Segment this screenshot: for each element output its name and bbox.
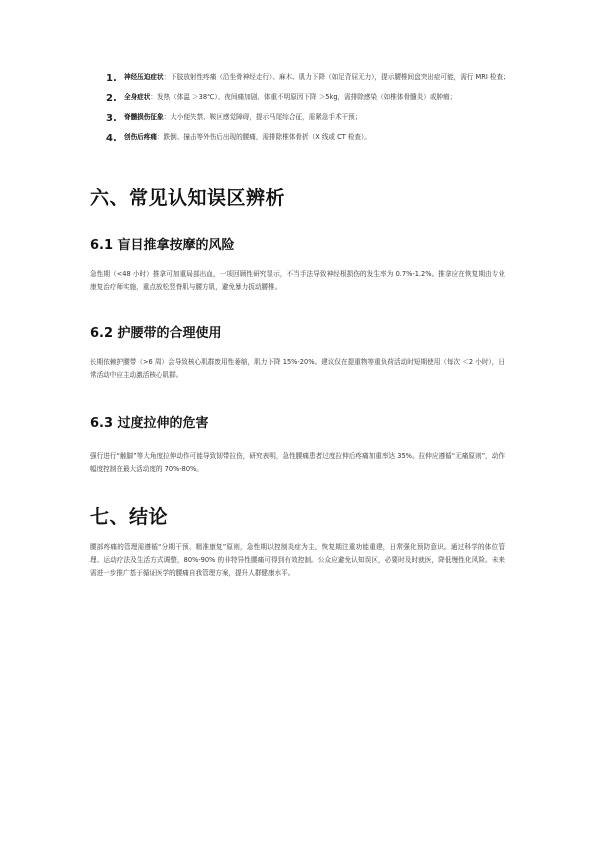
- subsection-6-3-heading: 6.3 过度拉伸的危害: [90, 416, 209, 431]
- list-item: [106, 132, 516, 146]
- subsection-6-2-paragraph: 长期依赖护腰带（>6 周）会导致核心肌群废用性萎缩，肌力下降 15%-20%。建议仅在提重物等重负荷活动时短期使用（每次 ＜2 小时），日常活动中应主动激活核心肌群。: [90, 358, 505, 379]
- list-item-term: 创伤后疼痛: [124, 133, 157, 141]
- subsection-6-3-paragraph: 强行进行“触脚”等大角度拉伸动作可能导致韧带拉伤，研究表明，急性腰痛患者过度拉伸后疼痛加重率达 35%。拉伸应遵循“无痛原则”，动作幅度控制在最大活动度的 70%-80%。: [90, 452, 505, 473]
- list-item-text: ：大小便失禁、鞍区感觉障碍，提示马尾综合征，需紧急手术干预；: [163, 113, 362, 121]
- list-item-text: ：下肢放射性疼痛（沿坐骨神经走行）、麻木、肌力下降（如足背屈无力），提示腰椎间盘突出症可能，需行 MRI 检查；: [163, 73, 510, 81]
- list-item-body: [124, 132, 371, 143]
- subsection-6-1-paragraph: 急性期（<48 小时）推拿可加重局部出血，一项回顾性研究显示，不当手法导致神经根损伤的发生率为 0.7%-1.2%。推拿应在恢复期由专业康复治疗师实施，重点放松竖脊肌与腰方肌，避免暴力扳动腰椎。: [90, 270, 505, 291]
- list-item-body: [124, 112, 361, 123]
- list-number: 1.: [106, 73, 117, 84]
- list-item: [106, 92, 516, 106]
- list-number: 4.: [106, 133, 117, 144]
- list-item: [106, 72, 516, 86]
- list-item-term: 全身症状: [124, 93, 151, 101]
- conclusion-paragraph: 腰部疼痛的管理需遵循“分期干预、精准康复”原则，急性期以控制炎症为主，恢复期注重功能重建，日常强化预防意识。通过科学的体位管理、运动疗法及生活方式调整，80%-90% 的非特异性腰痛可得到有效控制。公众应避免认知误区，必要时及时就医，降低慢性化风险。未来需进一步推广基于循证医学的腰痛自我管理方案，提升人群健康水平。: [90, 543, 505, 577]
- subsection-6-2-heading: 6.2 护腰带的合理使用: [90, 326, 222, 341]
- list-item-text: ：发热（体温 ＞38℃）、夜间痛加剧、体重不明原因下降 ＞5kg，需排除感染（如椎体骨髓炎）或肿瘤；: [150, 93, 457, 101]
- warning-signs-list: [106, 72, 516, 152]
- list-item-term: 神经压迫症状: [124, 73, 164, 81]
- list-item-body: [124, 92, 456, 103]
- list-number: 2.: [106, 93, 117, 104]
- section-7-heading: 七、结论: [90, 506, 169, 528]
- list-item-body: [124, 72, 510, 83]
- subsection-6-1-heading: 6.1 盲目推拿按摩的风险: [90, 238, 235, 253]
- list-item-text: ：跌倒、撞击等外伤后出现的腰痛，需排除椎体骨折（X 线或 CT 检查）。: [156, 133, 371, 141]
- list-number: 3.: [106, 113, 117, 124]
- section-6-heading: 六、常见认知误区辨析: [90, 187, 286, 209]
- list-item-term: 脊髓损伤征象: [124, 113, 164, 121]
- list-item: [106, 112, 516, 126]
